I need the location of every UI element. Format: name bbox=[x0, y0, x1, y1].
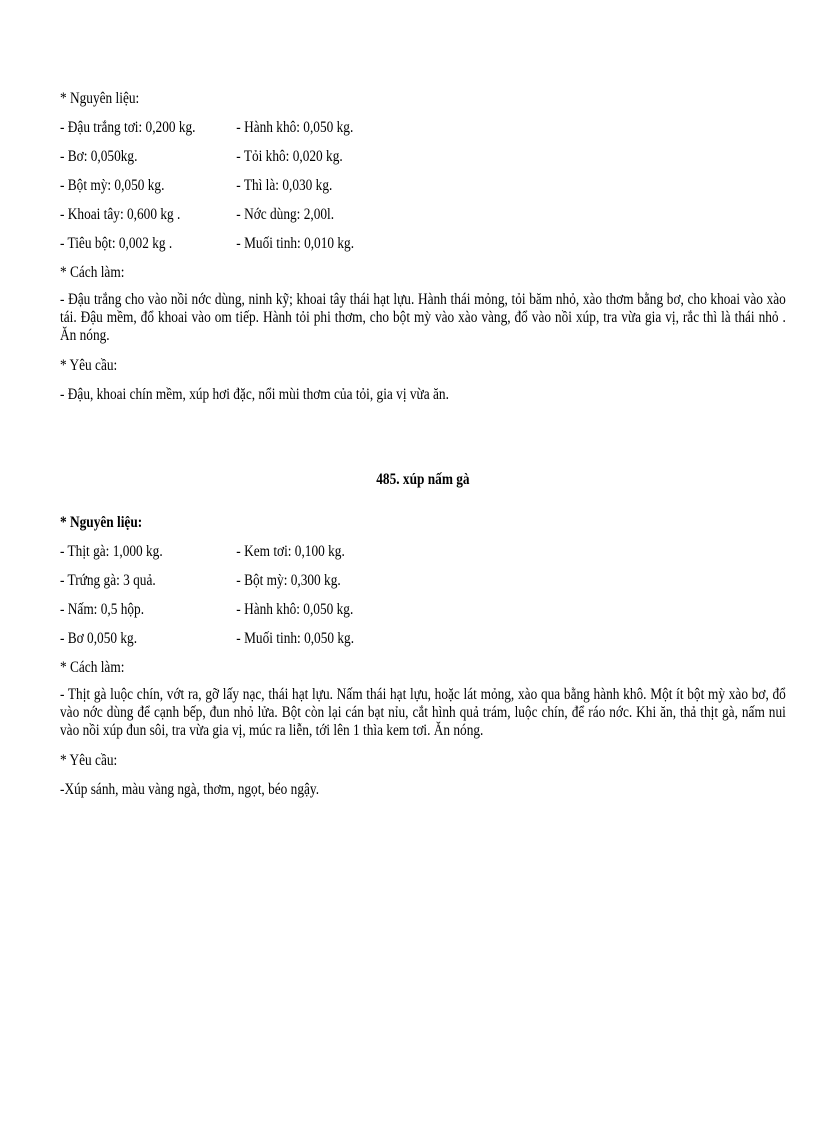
document-body bbox=[60, 84, 786, 804]
ingredient-row bbox=[60, 113, 786, 142]
requirement-heading: * Yêu cầu: bbox=[60, 752, 118, 769]
ingredient-item: - Đậu trắng tơi: 0,200 kg. bbox=[60, 119, 196, 136]
ingredient-row bbox=[60, 229, 786, 258]
ingredient-item: - Muối tinh: 0,050 kg. bbox=[236, 630, 355, 647]
ingredient-item: - Muối tinh: 0,010 kg. bbox=[236, 235, 355, 252]
ingredients-heading: * Nguyên liệu: bbox=[60, 90, 140, 107]
ingredient-row bbox=[60, 142, 786, 171]
ingredient-item: - Nớc dùng: 2,00l. bbox=[236, 206, 335, 223]
requirement-heading: * Yêu cầu: bbox=[60, 357, 118, 374]
ingredient-item: - Bột mỳ: 0,050 kg. bbox=[60, 177, 165, 194]
method-text: - Đậu trắng cho vào nồi nớc dùng, ninh kỹ; khoai tây thái hạt lựu. Hành thái mỏng, tỏi băm nhỏ, xào thơm bằng bơ, cho khoai vào xào tái. Đậu mềm, đổ khoai vào om tiếp. Hành tỏi phi thơm, cho bột mỳ vào xào vàng, đổ vào nồi xúp, tra vừa gia vị, rắc thì là thái nhỏ . Ăn nóng. bbox=[60, 291, 786, 344]
ingredient-item: - Thịt gà: 1,000 kg. bbox=[60, 543, 163, 560]
ingredient-item: - Bột mỳ: 0,300 kg. bbox=[236, 572, 341, 589]
ingredient-item: - Trứng gà: 3 quả. bbox=[60, 572, 156, 589]
ingredient-item: - Hành khô: 0,050 kg. bbox=[236, 119, 354, 136]
recipe-title: 485. xúp nấm gà bbox=[376, 471, 470, 488]
ingredient-row bbox=[60, 537, 786, 566]
ingredients-heading: * Nguyên liệu: bbox=[60, 514, 143, 531]
requirement-text: - Đậu, khoai chín mềm, xúp hơi đặc, nổi mùi thơm của tỏi, gia vị vừa ăn. bbox=[60, 386, 449, 403]
requirement-text: -Xúp sánh, màu vàng ngà, thơm, ngọt, béo ngậy. bbox=[60, 781, 320, 798]
ingredient-item: - Thì là: 0,030 kg. bbox=[236, 177, 333, 194]
ingredient-item: - Kem tơi: 0,100 kg. bbox=[236, 543, 345, 560]
ingredient-item: - Hành khô: 0,050 kg. bbox=[236, 601, 354, 618]
ingredient-row bbox=[60, 566, 786, 595]
ingredient-item: - Bơ: 0,050kg. bbox=[60, 148, 138, 165]
ingredient-item: - Nấm: 0,5 hộp. bbox=[60, 601, 145, 618]
ingredient-row bbox=[60, 624, 786, 653]
ingredient-row bbox=[60, 200, 786, 229]
ingredient-row bbox=[60, 595, 786, 624]
ingredient-item: - Tiêu bột: 0,002 kg . bbox=[60, 235, 173, 252]
method-heading: * Cách làm: bbox=[60, 264, 125, 281]
ingredient-item: - Khoai tây: 0,600 kg . bbox=[60, 206, 181, 223]
ingredient-item: - Bơ 0,050 kg. bbox=[60, 630, 138, 647]
method-heading: * Cách làm: bbox=[60, 659, 125, 676]
ingredient-item: - Tỏi khô: 0,020 kg. bbox=[236, 148, 343, 165]
method-text: - Thịt gà luộc chín, vớt ra, gỡ lấy nạc, thái hạt lựu. Nấm thái hạt lựu, hoặc lát mỏng, xào qua bằng hành khô. Một ít bột mỳ xào bơ, đổ vào nớc dùng để cạnh bếp, đun nhỏ lửa. Bột còn lại cán bạt nỉu, cắt hình quả trám, luộc chín, để ráo nớc. Khi ăn, thả thịt gà, nấm nui vào nồi xúp đun sôi, tra vừa gia vị, múc ra liễn, tới lên 1 thìa kem tơi. Ăn nóng. bbox=[60, 686, 786, 739]
ingredient-row bbox=[60, 171, 786, 200]
